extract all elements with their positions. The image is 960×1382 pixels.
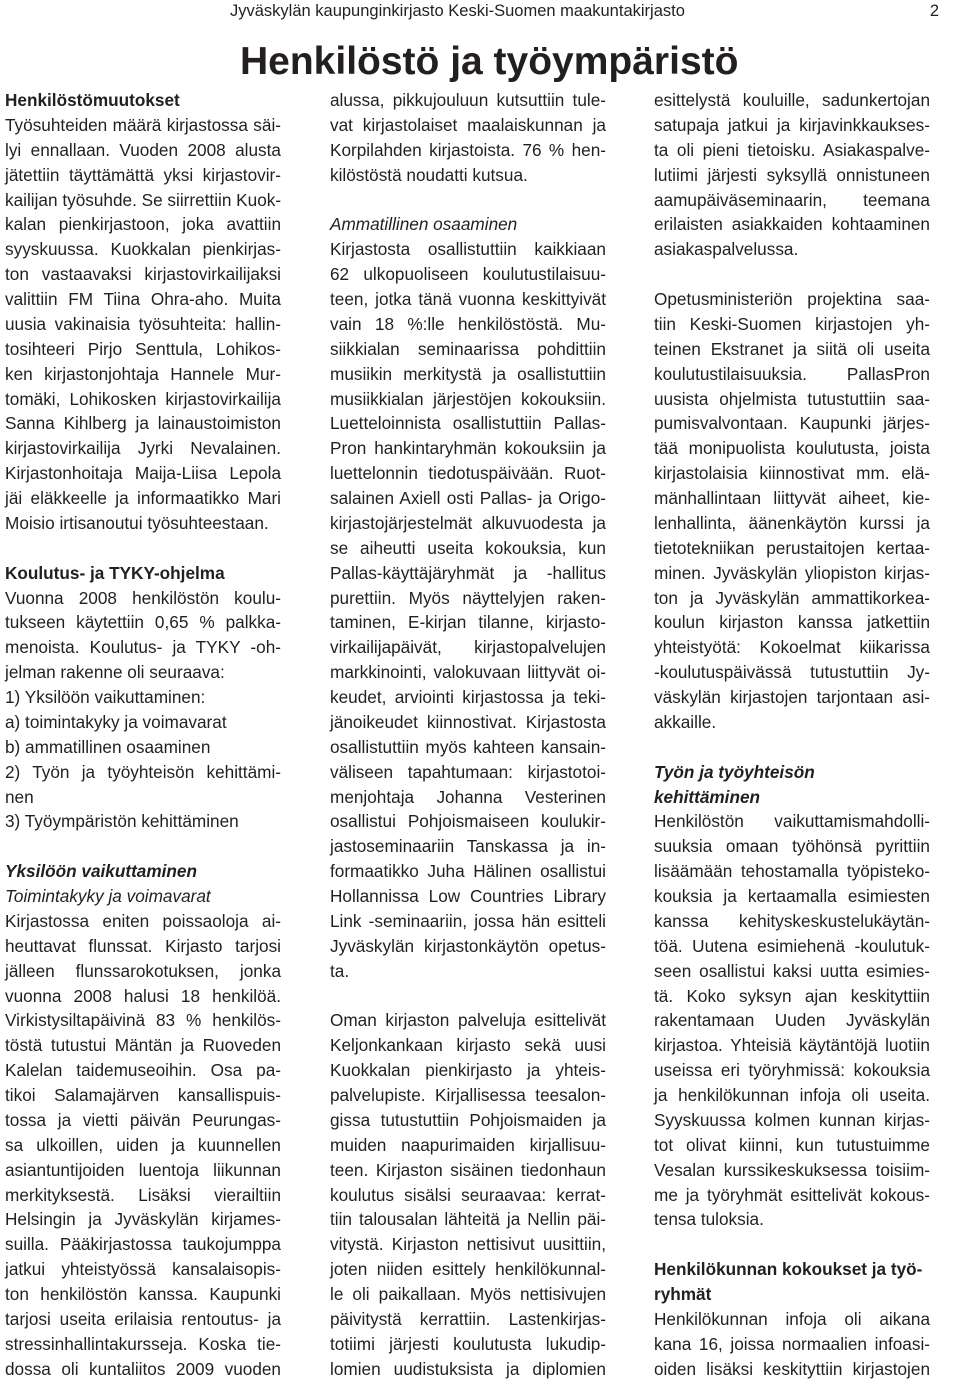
text-line: ta oli pieni tietoisku. Asiakaspalve- <box>654 139 930 160</box>
text-line: useissa eri työryhmissä: kokouksia <box>654 1060 930 1081</box>
text-line: menjohtaja Johanna Vesterinen <box>330 786 606 807</box>
column-right <box>654 88 930 1382</box>
text-line: kana 16, joissa normaalien infoasi- <box>654 1333 930 1354</box>
text-line: Työsuhteiden määrä kirjastossa säi- <box>5 114 281 135</box>
text-line: taminen, E-kirjan tilanne, kirjasto- <box>330 612 606 633</box>
text-line: ton henkilöstön kanssa. Kaupunki <box>5 1284 281 1304</box>
text-line: kanssa kehityskeskustelukäytän- <box>654 910 930 931</box>
text-line: jänoikeudet kiinnostivat. Kirjastosta <box>330 711 606 732</box>
text-line: Kirjastossa eniten poissaoloja ai- <box>5 910 281 931</box>
paragraph-gap <box>5 834 281 859</box>
text-line: siikkialan seminaarissa pohdittiin <box>330 338 606 359</box>
subheading-italic: Toimintakyky ja voimavarat <box>5 886 211 906</box>
text-line: lenhallinta, äänenkäytön kurssi ja <box>654 512 930 533</box>
text-line: virkailijapäivät, kirjastopalvelujen <box>330 637 606 658</box>
text-line: Pallas-käyttäjäryhmät ja -hallitus <box>330 562 606 583</box>
paragraph-gap <box>330 188 606 213</box>
text-line: esittelystä kouluille, sadunkertojan <box>654 90 930 110</box>
text-line: markkinointi, valokuvaan liittyvät oi- <box>330 662 606 683</box>
text-line: muiden naapurimaiden kirjallisuu- <box>330 1134 606 1155</box>
text-line: vat kirjastolaiset maalaiskunnan ja <box>330 114 606 135</box>
text-line: luettelonnin tiedotuspäivään. Ruot- <box>330 463 606 484</box>
text-line: teen, jotka tänä vuonna keskittyivät <box>330 289 606 309</box>
text-line: teen. Kirjaston sisäinen tiedonhaun <box>330 1159 606 1180</box>
text-line: pumisvalvontaan. Kaupunki järjes- <box>654 413 930 434</box>
text-line: päivitystä kerrattiin. Lastenkirjas- <box>330 1308 606 1329</box>
page-title: Henkilöstö ja työympäristö <box>240 40 739 83</box>
header-organization: Jyväskylän kaupunginkirjasto Keski-Suomen maakuntakirjasto <box>230 2 685 20</box>
text-line: Oman kirjaston palveluja esittelivät <box>330 1010 606 1031</box>
text-line: kilöstöstä noudatti kutsua. <box>330 164 528 185</box>
text-line: vuonna 2008 halusi 18 henkilöä. <box>5 985 281 1006</box>
text-line: koulutustilaisuuksia. PallasPron <box>654 363 930 384</box>
text-line: formaatikko Juha Hälinen osallistui <box>330 861 606 882</box>
text-line: tikoi Salamajärven kansallispuis- <box>5 1085 281 1105</box>
text-line: seen osallistui kaksi uutta esimies- <box>654 960 930 981</box>
text-line: töstä tutustui Mäntän ja Ruoveden <box>5 1035 281 1056</box>
text-line: a) toimintakyky ja voimavarat <box>5 711 227 732</box>
text-line: Vesalan kurssikeskuksessa toisiim- <box>654 1159 930 1180</box>
text-line: jälleen flunssarokotuksen, jonka <box>5 960 281 981</box>
text-line: menoista. Koulutus- ja TYKY -oh- <box>5 637 281 658</box>
text-line: lisäämään tehostamalla työpisteko- <box>654 861 930 882</box>
text-line: Hollannissa Low Countries Library <box>330 886 606 906</box>
text-line: kirjastojärjestelmät alkuvuodesta ja <box>330 512 606 533</box>
text-line: alussa, pikkujouluun kutsuttiin tule- <box>330 90 606 110</box>
text-line: purettiin. Myös näyttelyjen raken- <box>330 587 606 608</box>
column-left <box>5 88 281 1382</box>
text-line: Sanna Kihlberg ja lainaustoimiston <box>5 413 281 434</box>
text-line: Kirjastosta osallistuttiin kaikkiaan <box>330 239 606 260</box>
text-line: Opetusministeriön projektina saa- <box>654 289 930 309</box>
text-line: stressinhallintakursseja. Koska tie- <box>5 1333 281 1354</box>
text-line: Kuokkalan pienkirjasto ja yhteis- <box>330 1060 606 1081</box>
text-line: salainen Axiell osti Pallas- ja Origo- <box>330 488 606 508</box>
text-line: satupaja jatkui ja kirjavinkkaukses- <box>654 114 930 135</box>
text-line: asiakaspalvelussa. <box>654 239 799 260</box>
text-line: Kirjastonhoitaja Maija-Liisa Lepola <box>5 463 281 484</box>
paragraph-gap <box>5 536 281 561</box>
text-line: musiikkialan järjestöjen kokouksiin. <box>330 388 606 409</box>
text-line: keudet, arviointi kirjastossa ja teki- <box>330 687 606 707</box>
text-line: Syyskuussa kolmen kunnan kirjas- <box>654 1109 930 1130</box>
text-line: ton ja Jyväskylän ammattikorkea- <box>654 587 930 608</box>
text-line: syyskuussa. Kuokkalan pienkirjas- <box>5 239 281 260</box>
running-header <box>0 2 960 26</box>
text-line: jelman rakenne oli seuraava: <box>5 662 225 683</box>
text-line: ton vastaavaksi kirjastovirkailijaksi <box>5 264 281 285</box>
text-line: oiden lisäksi keskityttiin kirjastojen <box>654 1358 930 1379</box>
text-line: väliseen tapahtumaan: kirjastotoi- <box>330 761 606 782</box>
text-line: totiimi järjesti koulutusta lukudip- <box>330 1333 606 1354</box>
paragraph-gap <box>330 984 606 1009</box>
subsection-heading: kehittäminen <box>654 786 761 807</box>
text-line: minen. Jyväskylän yliopiston kirjas- <box>654 562 930 583</box>
text-line: Henkilöstön vaikuttamismahdolli- <box>654 811 930 832</box>
text-line: jatkui yhteistyössä kansalaisopis- <box>5 1259 281 1280</box>
text-line: kalan pienkirjastoon, joka avattiin <box>5 214 281 235</box>
text-line: kailijan työsuhde. Se siirrettiin Kuok- <box>5 189 282 210</box>
text-line: b) ammatillinen osaaminen <box>5 736 211 757</box>
text-line: uusia vakinaisia työsuhteita: hallin- <box>5 313 281 334</box>
text-line: valittiin FM Tiina Ohra-aho. Muita <box>5 289 281 309</box>
text-line: tomäki, Lohikosken kirjastovirkailija <box>5 388 281 409</box>
text-line: osallistuttiin myös kahteen kansain- <box>330 736 606 757</box>
text-line: suilla. Pääkirjastossa taukojumppa <box>5 1234 281 1255</box>
section-heading: Henkilöstömuutokset <box>5 90 180 110</box>
section-heading: ryhmät <box>654 1284 712 1304</box>
text-line: Luetteloinnista osallistuttiin Pallas- <box>330 413 606 434</box>
paragraph-gap <box>654 262 930 287</box>
text-line: joten niiden esittely henkilökunnal- <box>330 1259 606 1280</box>
text-line: sa ulkoillen, uiden ja kuunnellen <box>5 1134 281 1155</box>
text-line: Korpilahden kirjastoista. 76 % hen- <box>330 139 606 160</box>
text-line: musiikin merkitystä ja osallistuttiin <box>330 363 606 384</box>
text-line: tarjosi useita erilaisia rentoutus- ja <box>5 1308 281 1329</box>
text-line: aamupäiväseminaarin, teemana <box>654 189 930 210</box>
text-line: erilaisten asiakkaiden kohtaaminen <box>654 214 930 235</box>
text-line: koulutus sisälsi seuraavaa: kerrat- <box>330 1184 606 1205</box>
text-line: suuksia omaan työhönsä pyrittiin <box>654 836 930 857</box>
text-line: 1) Yksilöön vaikuttaminen: <box>5 687 206 707</box>
text-line: 2) Työn ja työyhteisön kehittämi- <box>5 761 281 782</box>
text-line: lutiimi järjesti syksyllä onnistuneen <box>654 164 930 185</box>
text-line: rakentamaan Uuden Jyväskylän <box>654 1010 930 1031</box>
text-line: lomien uudistuksista ja diplomien <box>330 1358 606 1379</box>
text-line: akkaille. <box>654 711 717 732</box>
text-line: tukseen käytettiin 0,65 % palkka- <box>5 612 281 633</box>
subsection-heading: Yksilöön vaikuttaminen <box>5 861 197 882</box>
text-line: kirjastoa. Yhteisiä käytäntöjä luotiin <box>654 1035 930 1056</box>
text-line: kirjastovirkailija Jyrki Nevalainen. <box>5 438 281 459</box>
subsection-heading: Työn ja työyhteisön <box>654 761 815 782</box>
text-line: gissa tutustuttiin Pohjoismaiden ja <box>330 1109 606 1130</box>
text-line: Helsingin ja Jyväskylän kirjames- <box>5 1209 281 1230</box>
text-line: merkityksestä. Lisäksi vierailtiin <box>5 1184 281 1205</box>
text-line: Moisio irtisanoutui työsuhteestaan. <box>5 512 269 533</box>
text-line: Pron hankintaryhmän kokouksiin ja <box>330 438 606 459</box>
text-line: jastoseminaariin Tanskassa ja in- <box>330 836 606 857</box>
text-line: Keljonkankaan kirjasto sekä uusi <box>330 1035 606 1056</box>
text-line: 3) Työympäristön kehittäminen <box>5 811 239 832</box>
text-line: se aiheutti useita kokouksia, kun <box>330 537 606 558</box>
text-line: Virkistysiltapäivinä 83 % henkilös- <box>5 1010 281 1031</box>
text-line: yhteistyötä: Kokoelmat kiikarissa <box>654 637 930 658</box>
text-line: me ja työryhmät esittelivät kokous- <box>654 1184 930 1205</box>
text-line: palvelupiste. Kirjallisessa teesalon- <box>330 1085 606 1105</box>
text-line: tää monipuolista koulutusta, joista <box>654 438 930 459</box>
text-line: tä. Koko syksyn ajan keskityttiin <box>654 985 930 1006</box>
text-line: Kalelan taidemuseoihin. Osa pa- <box>5 1060 281 1081</box>
text-line: nen <box>5 786 34 807</box>
text-line: ja henkilökunnan infoja oli useita. <box>654 1085 930 1105</box>
text-line: jäi eläkkeelle ja informaatikko Mari <box>5 488 281 508</box>
text-line: jätettiin täyttämättä yksi kirjastovir- <box>5 164 281 185</box>
text-line: tot olivat kiinni, kun tutustuimme <box>654 1134 930 1155</box>
text-line: tiin Keski-Suomen kirjastojen yh- <box>654 313 930 334</box>
text-line: tossa ja vietti päivän Peurungas- <box>5 1109 281 1130</box>
text-line: le oli paikallaan. Myös nettisivujen <box>330 1284 606 1304</box>
text-line: tosihteeri Pirjo Senttula, Lohikos- <box>5 338 281 359</box>
text-line: dossa oli kuntaliitos 2009 vuoden <box>5 1358 281 1379</box>
text-line: Jyväskylän kirjastonkäytön opetus- <box>330 935 606 956</box>
section-heading: Henkilökunnan kokoukset ja työ- <box>654 1259 923 1280</box>
page-number: 2 <box>929 2 939 20</box>
text-line: 62 ulkopuoliseen koulutustilaisuu- <box>330 264 606 285</box>
text-line: asiantuntijoiden luentoja liikunnan <box>5 1159 281 1180</box>
text-line: -koulutuspäivässä tutustuttiin Jy- <box>654 662 930 683</box>
text-line: tiin talousalan lähteitä ja Nellin päi- <box>330 1209 606 1230</box>
text-line: väskylän kirjastojen tarjontaan asi- <box>654 687 930 707</box>
column-middle <box>330 88 606 1382</box>
text-line: vitystä. Kirjaston nettisivut uusittiin, <box>330 1234 606 1255</box>
paragraph-gap <box>654 735 930 760</box>
text-line: mänhallintaan liittyvät aiheet, kie- <box>654 488 930 508</box>
text-line: Vuonna 2008 henkilöstön koulu- <box>5 587 281 608</box>
text-line: kirjastolaisia kiinnostivat mm. elä- <box>654 463 930 484</box>
text-line: tensa tuloksia. <box>654 1209 764 1230</box>
text-line: tietotekniikan perustaitojen kertaa- <box>654 537 930 558</box>
text-line: ken kirjastonjohtaja Hannele Mur- <box>5 363 281 384</box>
text-line: Link -seminaariin, jossa hän esitteli <box>330 910 606 931</box>
text-line: kouksia ja kertaamalla esimiesten <box>654 886 930 906</box>
text-line: heuttavat flunssat. Kirjasto tarjosi <box>5 935 281 956</box>
text-line: ta. <box>330 960 350 981</box>
text-line: uusista ohjelmista tutustuttiin saa- <box>654 388 930 409</box>
text-line: töä. Uutena esimiehenä -koulutuk- <box>654 935 930 956</box>
text-line: teinen Ekstranet ja siitä oli useita <box>654 338 930 359</box>
text-line: osallistui Pohjoismaiseen koulukir- <box>330 811 606 832</box>
text-line: vain 18 %:lle henkilöstöstä. Mu- <box>330 313 606 334</box>
text-line: koulun kirjaston kanssa jatkettiin <box>654 612 930 633</box>
section-heading: Koulutus- ja TYKY-ohjelma <box>5 562 225 583</box>
subheading-italic: Ammatillinen osaaminen <box>330 214 518 235</box>
text-line: lyi ennallaan. Vuoden 2008 alusta <box>5 139 281 160</box>
text-line: Henkilökunnan infoja oli aikana <box>654 1308 930 1329</box>
paragraph-gap <box>654 1232 930 1257</box>
